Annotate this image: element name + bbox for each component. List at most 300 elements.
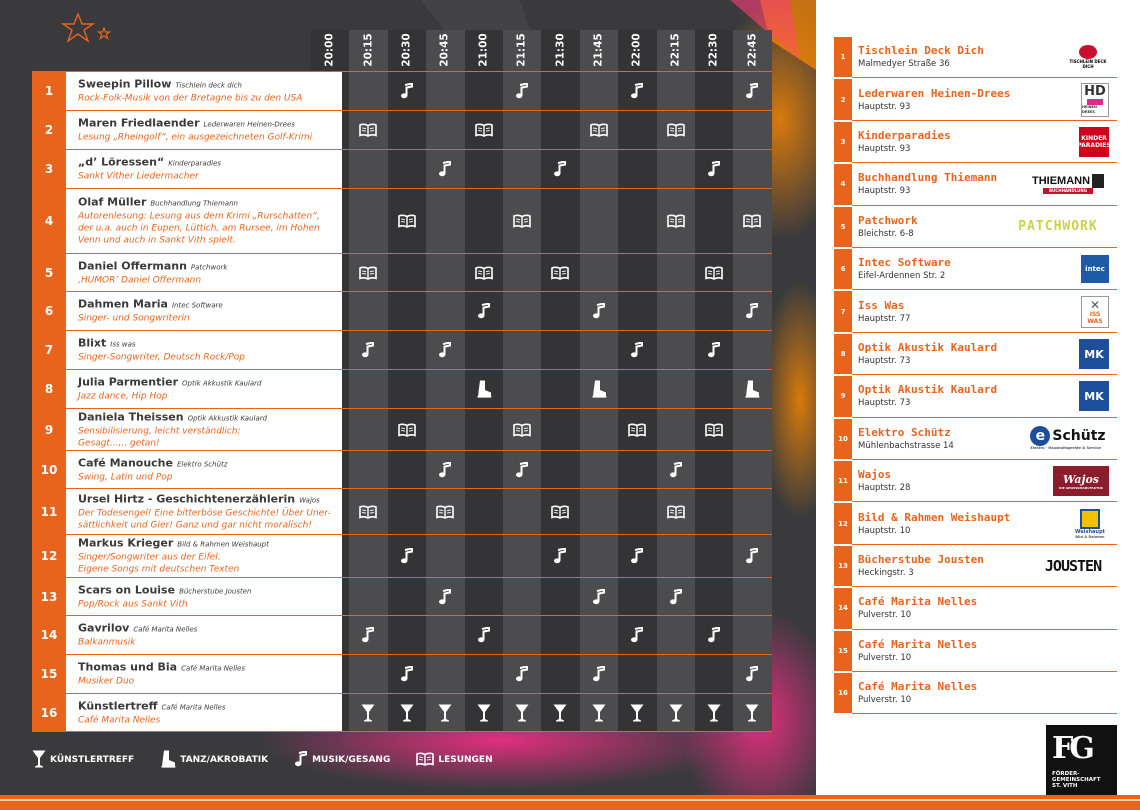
location-divider: [852, 332, 1117, 333]
act-info-line: Lesung „Rheingolf“, ein ausgezeichneten Golf-Krimi: [78, 132, 313, 143]
act-description: [66, 254, 342, 291]
location-entry: [834, 79, 1117, 119]
act-row: [32, 150, 772, 188]
act-number: 2: [32, 111, 66, 149]
patchwork-logo: PATCHWORK: [1018, 219, 1098, 235]
location-entry: [834, 376, 1117, 416]
cocktail-glass-icon: [426, 694, 464, 731]
music-note-icon: [311, 451, 349, 488]
location-text: [858, 171, 997, 197]
act-venue: Bücherstube Jousten: [179, 587, 252, 595]
act-info-line: Autorenlesung: Lesung aus dem Krimi „Rurschatten“,: [78, 211, 320, 222]
act-info-line: ‚HUMOR’ Daniel Offermann: [78, 275, 202, 285]
location-divider: [852, 120, 1117, 121]
location-divider: [852, 459, 1117, 460]
act-info-line: Eigene Songs mit deutschen Texten: [78, 564, 240, 575]
act-number: 16: [32, 694, 66, 731]
act-title-line: [78, 337, 338, 352]
intec-logo: intec: [1080, 254, 1110, 284]
music-note-icon: [733, 72, 771, 110]
fg-logo-mark: FG: [1052, 731, 1091, 766]
act-description: [66, 370, 342, 408]
act-info-line: Rock-Folk-Musik von der Bretagne bis zu den USA: [78, 93, 303, 104]
act-description: [66, 694, 342, 731]
act-title-line: [78, 699, 338, 714]
book-icon: [465, 254, 503, 291]
book-icon: [657, 189, 695, 253]
music-note-icon: [311, 292, 349, 330]
time-label: 22:15: [669, 33, 682, 67]
act-name: Café Manouche: [78, 456, 173, 469]
act-number: 5: [32, 254, 66, 291]
location-divider: [852, 544, 1117, 545]
hd-logo: HD HEINEN DREES: [1080, 83, 1110, 117]
act-title-line: [78, 156, 338, 171]
act-number: 10: [32, 451, 66, 488]
location-number: 5: [834, 207, 852, 247]
music-note-icon: [733, 292, 771, 330]
legend: [32, 750, 519, 770]
act-title-line: [78, 117, 338, 132]
music-note-icon: [426, 451, 464, 488]
act-description: [66, 655, 342, 693]
cocktail-glass-icon: [349, 694, 387, 731]
music-note-icon: [294, 751, 312, 770]
music-note-icon: [695, 150, 733, 188]
location-name: Café Marita Nelles: [858, 637, 978, 651]
book-icon: [657, 111, 695, 149]
book-icon: [416, 752, 438, 769]
location-name: Café Marita Nelles: [858, 680, 978, 694]
location-number: 16: [834, 673, 852, 713]
location-entry: [834, 122, 1117, 162]
location-name: Lederwaren Heinen-Drees: [858, 86, 1011, 100]
location-divider: [852, 629, 1117, 630]
time-header: [503, 30, 541, 70]
act-info-line: Singer/Songwriter aus der Eifel.: [78, 552, 221, 563]
row-divider: [32, 71, 772, 72]
location-text: [858, 129, 951, 155]
location-number: 11: [834, 461, 852, 501]
act-name: Sweepin Pillow: [78, 77, 172, 91]
music-note-icon: [465, 292, 503, 330]
act-title-line: [78, 661, 338, 676]
cocktail-glass-icon: [503, 694, 541, 731]
act-info-line: sättlichkeit und Gier! Ganz und gar nicht moralisch!: [78, 520, 312, 530]
location-address: Pulverstr. 10: [858, 610, 912, 621]
location-entry: [834, 249, 1117, 289]
act-number: 3: [32, 150, 66, 188]
act-name: Olaf Müller: [78, 195, 147, 209]
book-icon: [541, 254, 579, 291]
time-label: 20:30: [400, 33, 413, 67]
location-name: Tischlein Deck Dich: [858, 44, 984, 58]
act-info-line: Balkanmusik: [78, 637, 136, 648]
legend-label: TANZ/AKROBATIK: [180, 755, 269, 765]
cocktail-glass-icon: [580, 694, 618, 731]
act-name: „d’ Löressen“: [78, 155, 165, 169]
act-venue: Café Marita Nelles: [161, 703, 226, 711]
act-row: [32, 370, 772, 408]
act-description: [66, 616, 342, 654]
act-info-line: Sensibilisierung, leicht verständlich:: [78, 426, 241, 436]
music-note-icon: [503, 72, 541, 110]
act-venue: Iss was: [110, 340, 136, 349]
location-name: Patchwork: [858, 213, 918, 227]
location-name: Wajos: [858, 468, 892, 482]
location-entry: [834, 588, 1117, 628]
time-header: [695, 30, 733, 70]
cocktail-glass-icon: [311, 694, 349, 731]
boot-icon: [580, 370, 618, 408]
cocktail-glass-icon: [657, 694, 695, 731]
act-description: [66, 451, 342, 488]
location-name: Elektro Schütz: [858, 425, 951, 439]
act-info-line: Gesagt...,.. getan!: [78, 438, 160, 448]
star-decoration: [60, 10, 120, 54]
jousten-logo: JOUSTEN: [1044, 557, 1102, 575]
music-note-icon: [541, 535, 579, 577]
act-title-line: [78, 298, 338, 313]
location-name: Bild & Rahmen Weishaupt: [858, 510, 1011, 524]
music-note-icon: [733, 535, 771, 577]
location-divider: [852, 671, 1117, 672]
music-note-icon: [695, 616, 733, 654]
act-title-line: [78, 259, 338, 274]
music-note-icon: [695, 331, 733, 369]
music-note-icon: [388, 655, 426, 693]
act-description: [66, 489, 342, 534]
location-number: 8: [834, 334, 852, 374]
time-header: [541, 30, 579, 70]
act-title-line: [78, 196, 338, 211]
location-divider: [852, 417, 1117, 418]
act-number: 1: [32, 72, 66, 110]
tischlein-logo: TISCHLEIN DECK DICH: [1066, 39, 1110, 75]
music-note-icon: [388, 72, 426, 110]
time-label: 20:15: [362, 33, 375, 67]
music-note-icon: [503, 451, 541, 488]
location-number: 14: [834, 588, 852, 628]
location-number: 15: [834, 631, 852, 671]
time-label: 20:00: [324, 33, 336, 67]
act-info-line: der u.a. auch in Eupen, Lüttich, am Rursee, im Hohen: [78, 223, 320, 234]
legend-item: [160, 750, 268, 771]
act-name: Dahmen Maria: [78, 297, 168, 311]
act-info-line: Café Marita Nelles: [78, 715, 161, 725]
time-label: 21:45: [592, 33, 605, 67]
act-number: 4: [32, 189, 66, 253]
act-number: 15: [32, 655, 66, 693]
act-title-line: [78, 583, 338, 598]
location-address: Pulverstr. 10: [858, 652, 912, 663]
music-note-icon: [733, 655, 771, 693]
location-address: Heckingstr. 3: [858, 567, 914, 578]
time-label: 21:00: [477, 33, 490, 67]
cocktail-glass-icon: [733, 694, 771, 731]
act-info-line: Venn und auch in Sankt Vith spielt.: [78, 235, 236, 246]
thiemann-logo: THIEMANN BUCHHANDLUNG: [1026, 171, 1110, 197]
act-row: [32, 254, 772, 291]
time-header: [618, 30, 656, 70]
act-info-line: Singer-Songwriter, Deutsch Rock/Pop: [78, 352, 245, 363]
book-icon: [349, 489, 387, 534]
boot-icon: [160, 750, 180, 771]
act-title-line: [78, 456, 338, 471]
location-entry: [834, 631, 1117, 671]
location-divider: [852, 374, 1117, 375]
location-address: Hauptstr. 93: [858, 186, 911, 197]
act-venue: Café Marita Nelles: [181, 664, 246, 673]
location-number: 9: [834, 376, 852, 416]
boot-icon: [311, 370, 349, 408]
music-note-icon: [426, 150, 464, 188]
act-venue: Tischlein deck dich: [175, 81, 242, 90]
act-venue: Intec Software: [171, 301, 223, 310]
cocktail-glass-icon: [695, 694, 733, 731]
location-name: Buchhandlung Thiemann: [858, 171, 998, 185]
time-header: [733, 30, 771, 70]
book-icon: [349, 111, 387, 149]
cocktail-glass-icon: [32, 750, 50, 771]
fg-logo-text: FÖRDER- GEMEINSCHAFT ST. VITH: [1052, 771, 1101, 789]
act-name: Daniela Theissen: [78, 410, 184, 423]
weishaupt-logo: Weishaupt Bild & Rahmen: [1070, 507, 1110, 541]
book-icon: [618, 409, 656, 450]
act-info-line: Sankt Vither Liedermacher: [78, 171, 199, 182]
act-name: Maren Friedlaender: [78, 116, 200, 130]
legend-item: [294, 751, 390, 770]
music-note-icon: [618, 331, 656, 369]
location-text: [858, 468, 910, 494]
music-note-icon: [657, 451, 695, 488]
time-header: [388, 30, 426, 70]
location-name: Iss Was: [858, 298, 905, 312]
kinder-logo: KINDER PARADIES: [1078, 126, 1110, 158]
music-note-icon: [580, 578, 618, 615]
location-address: Hauptstr. 73: [858, 398, 911, 409]
cocktail-glass-icon: [388, 694, 426, 731]
act-info-line: Swing, Latin und Pop: [78, 472, 173, 482]
location-name: Optik Akustik Kaulard: [858, 340, 998, 354]
music-note-icon: [426, 331, 464, 369]
act-name: Markus Krieger: [78, 536, 174, 550]
act-name: Scars on Louise: [78, 583, 176, 596]
schuetz-logo: e Schütz Elektro · Haushaltsgeräte & Service: [1030, 428, 1106, 451]
act-name: Künstlertreff: [78, 699, 158, 712]
location-address: Hauptstr. 93: [858, 143, 911, 154]
act-title-line: [78, 410, 338, 425]
act-description: [66, 189, 342, 253]
cocktail-glass-icon: [541, 694, 579, 731]
act-number: 11: [32, 489, 66, 534]
act-venue: Café Marita Nelles: [133, 625, 198, 634]
act-number: 14: [32, 616, 66, 654]
mk-logo: MK: [1078, 380, 1110, 412]
location-address: Mühlenbachstrasse 14: [858, 440, 954, 451]
cocktail-glass-icon: [465, 694, 503, 731]
book-icon: [503, 409, 541, 450]
act-name: Ursel Hirtz - Geschichtenerzählerin: [78, 492, 296, 505]
act-info-line: Jazz dance, Hip Hop: [78, 391, 168, 402]
location-text: [858, 256, 951, 282]
location-name: Bücherstube Jousten: [858, 552, 984, 566]
location-address: Eifel-Ardennen Str. 2: [858, 271, 946, 282]
location-divider: [852, 162, 1117, 163]
act-venue: Optik Akkustik Kaulard: [182, 379, 262, 388]
book-icon: [465, 111, 503, 149]
location-entry: [834, 334, 1117, 374]
music-note-icon: [503, 655, 541, 693]
location-name: Intec Software: [858, 256, 951, 270]
act-number: 13: [32, 578, 66, 615]
book-icon: [733, 189, 771, 253]
legend-label: LESUNGEN: [438, 755, 493, 765]
location-text: [858, 553, 984, 579]
location-number: 6: [834, 249, 852, 289]
wajos-logo: Wajos DIE GENUSSMANUFAKTUR: [1052, 465, 1110, 497]
book-icon: [388, 189, 426, 253]
act-venue: Buchhandlung Thiemann: [150, 199, 238, 208]
book-icon: [541, 489, 579, 534]
location-name: Café Marita Nelles: [858, 595, 978, 609]
location-number: 12: [834, 503, 852, 543]
location-address: Hauptstr. 28: [858, 483, 911, 494]
location-text: [858, 214, 918, 240]
act-info-line: Der Todesengel! Eine bitterböse Geschichte! Über Uner-: [78, 508, 331, 518]
legend-item: [416, 752, 492, 769]
location-divider: [852, 713, 1117, 714]
row-divider: [32, 731, 772, 732]
location-divider: [852, 247, 1117, 248]
bottom-bar: [0, 795, 1140, 810]
time-label: 20:45: [439, 33, 452, 67]
music-note-icon: [311, 150, 349, 188]
isswas-logo: ✕ ISS WAS: [1080, 296, 1110, 328]
act-info-line: Pop/Rock aus Sankt Vith: [78, 599, 188, 609]
act-venue: Lederwaren Heinen-Drees: [203, 120, 295, 129]
act-number: 8: [32, 370, 66, 408]
location-divider: [852, 205, 1117, 206]
act-info-line: Musiker Duo: [78, 676, 135, 687]
foerdergemeinschaft-logo: [1046, 725, 1117, 795]
act-row: [32, 292, 772, 330]
act-venue: Patchwork: [190, 263, 228, 271]
location-number: 3: [834, 122, 852, 162]
location-entry: [834, 291, 1117, 331]
time-header: [657, 30, 695, 70]
book-icon: [695, 409, 733, 450]
book-icon: [657, 489, 695, 534]
act-venue: Elektro Schütz: [176, 460, 228, 468]
time-header: [580, 30, 618, 70]
location-text: [858, 511, 1010, 537]
music-note-icon: [388, 535, 426, 577]
time-label: 22:45: [746, 33, 759, 67]
location-text: [858, 638, 977, 664]
legend-label: MUSIK/GESANG: [312, 755, 391, 765]
act-title-line: [78, 376, 338, 391]
music-note-icon: [465, 616, 503, 654]
time-label: 22:00: [631, 33, 644, 67]
location-text: [858, 426, 954, 452]
location-address: Bleichstr. 6-8: [858, 228, 914, 239]
act-venue: Bild & Rahmen Weishaupt: [177, 540, 269, 549]
act-row: [32, 331, 772, 369]
location-address: Hauptstr. 93: [858, 101, 911, 112]
act-row: [32, 616, 772, 654]
music-note-icon: [580, 655, 618, 693]
location-text: [858, 299, 910, 325]
location-divider: [852, 586, 1117, 587]
location-text: [858, 44, 984, 70]
location-number: 7: [834, 291, 852, 331]
act-title-line: [78, 492, 338, 507]
act-name: Blixt: [78, 336, 107, 350]
location-text: [858, 87, 1010, 113]
boot-icon: [465, 370, 503, 408]
book-icon: [426, 489, 464, 534]
time-header: [311, 30, 349, 70]
location-address: Hauptstr. 73: [858, 355, 911, 366]
book-icon: [388, 409, 426, 450]
location-divider: [852, 501, 1117, 502]
act-info-line: Singer- und Songwriterin: [78, 313, 190, 324]
location-address: Hauptstr. 10: [858, 525, 911, 536]
act-title-line: [78, 622, 338, 637]
book-icon: [695, 254, 733, 291]
act-number: 9: [32, 409, 66, 450]
location-text: [858, 595, 977, 621]
location-number: 2: [834, 79, 852, 119]
act-number: 6: [32, 292, 66, 330]
music-note-icon: [618, 616, 656, 654]
location-text: [858, 341, 997, 367]
act-description: [66, 578, 342, 615]
location-address: Pulverstr. 10: [858, 695, 912, 706]
cocktail-glass-icon: [618, 694, 656, 731]
act-title-line: [78, 537, 338, 552]
boot-icon: [733, 370, 771, 408]
time-label: 22:30: [708, 33, 720, 67]
location-address: Hauptstr. 77: [858, 313, 911, 324]
location-number: 4: [834, 164, 852, 204]
act-number: 12: [32, 535, 66, 577]
location-number: 13: [834, 546, 852, 586]
music-note-icon: [349, 616, 387, 654]
location-text: [858, 680, 977, 706]
act-description: [66, 111, 342, 149]
book-icon: [580, 111, 618, 149]
location-divider: [852, 289, 1117, 290]
music-note-icon: [618, 72, 656, 110]
act-description: [66, 409, 342, 450]
legend-label: KÜNSTLERTREFF: [50, 755, 135, 765]
music-note-icon: [541, 150, 579, 188]
legend-item: [32, 750, 134, 771]
act-name: Gavrilov: [78, 621, 130, 635]
time-header: [465, 30, 503, 70]
book-icon: [349, 254, 387, 291]
act-title-line: [78, 78, 338, 93]
music-note-icon: [657, 578, 695, 615]
location-divider: [852, 77, 1117, 78]
music-note-icon: [426, 578, 464, 615]
music-note-icon: [349, 331, 387, 369]
act-venue: Optik Akkustik Kaulard: [187, 414, 268, 422]
act-name: Daniel Offermann: [78, 259, 187, 272]
time-header: [426, 30, 464, 70]
